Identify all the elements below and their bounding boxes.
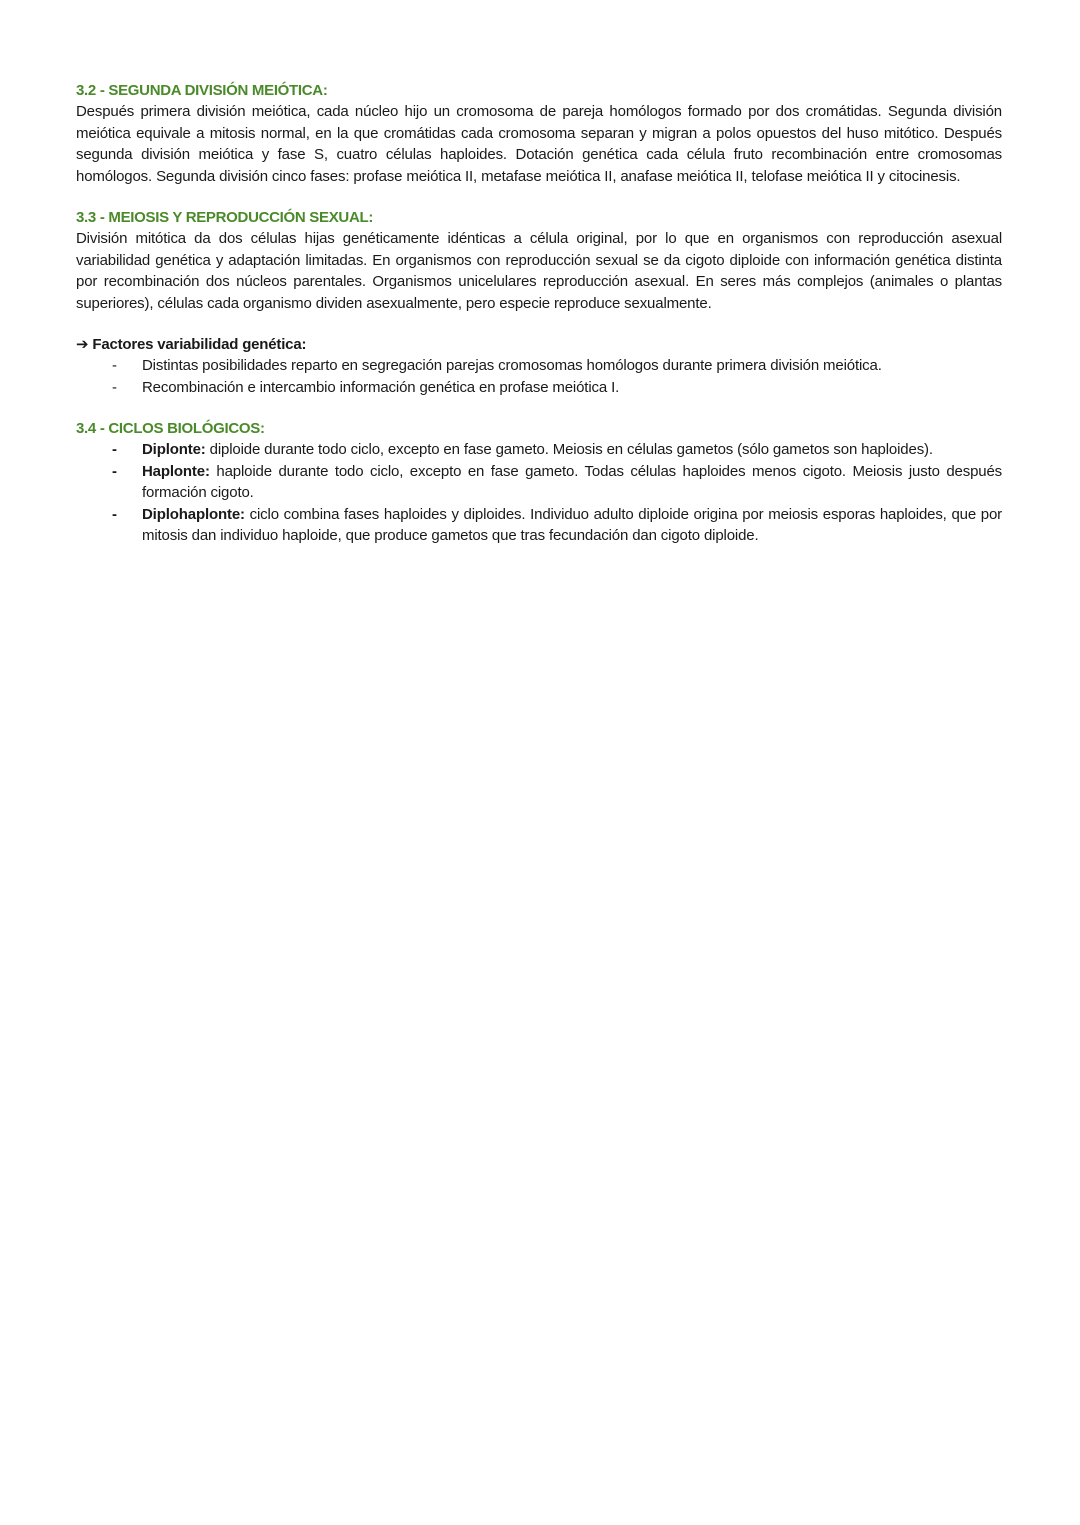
section-title: 3.4 - CICLOS BIOLÓGICOS: bbox=[76, 420, 265, 437]
ciclos-list bbox=[76, 439, 1002, 547]
term: Haplonte: bbox=[142, 462, 210, 480]
arrow-right-icon: ➔ bbox=[76, 336, 89, 353]
dash-bullet: - bbox=[112, 378, 117, 396]
section-ciclos-biologicos bbox=[76, 418, 1002, 547]
list-item-haplonte: - Haplonte: haploide durante todo ciclo, excepto en fase gameto. Todas células haploides menos cigoto. Meiosis justo después formación cigoto. bbox=[112, 462, 1002, 501]
section-title: 3.3 - MEIOSIS Y REPRODUCCIÓN SEXUAL: bbox=[76, 209, 374, 226]
term: Diplonte: bbox=[142, 441, 206, 458]
document-page bbox=[76, 80, 1002, 547]
list-item-diplonte: - Diplonte: diploide durante todo ciclo, excepto en fase gameto. Meiosis en células gametos (sólo gametos son haploides). bbox=[76, 439, 1002, 461]
section-body: División mitótica da dos células hijas genéticamente idénticas a célula original, por lo que en organismos con reproducción asexual variabilidad genética y adaptación limitadas. En organismos con reproducción sexual se da cigoto diploide con información genética distinta por recombinación dos núcleos parentales. Organismos unicelulares reproducción asexual. En seres más complejos (animales o plantas superiores), células cada organismo dividen asexualmente, pero especie reproduce sexualmente. bbox=[76, 230, 1002, 312]
list-item-diplohaplonte: - Diplohaplonte: ciclo combina fases haploides y diploides. Individuo adulto diploide origina por meiosis esporas haploides, que por mitosis dan individuo haploide, que produce gametos que tras fecundación dan cigoto diploide. bbox=[112, 505, 1002, 544]
dash-bullet: - bbox=[112, 441, 117, 458]
section-meiosis-reproduccion bbox=[76, 207, 1002, 314]
list-item: - Recombinación e intercambio información genética en profase meiótica I. bbox=[76, 377, 1002, 399]
section-segunda-division bbox=[76, 80, 1002, 187]
factores-title: Factores variabilidad genética: bbox=[92, 336, 307, 353]
dash-bullet: - bbox=[112, 462, 117, 480]
section-title: 3.2 - SEGUNDA DIVISIÓN MEIÓTICA: bbox=[76, 82, 328, 99]
section-factores-variabilidad bbox=[76, 334, 1002, 398]
dash-bullet: - bbox=[112, 357, 117, 374]
list-item: - Distintas posibilidades reparto en segregación parejas cromosomas homólogos durante primera división meiótica. bbox=[76, 355, 1002, 377]
section-body: Después primera división meiótica, cada núcleo hijo un cromosoma de pareja homólogos formado por dos cromátidas. Segunda división meiótica equivale a mitosis normal, en la que cromátidas cada cromosoma separan y migran a polos opuestos del huso mitótico. Después segunda división meiótica y fase S, cuatro células haploides. Dotación genética cada célula fruto recombinación entre cromosomas homólogos. Segunda división cinco fases: profase meiótica II, metafase meiótica II, anafase meiótica II, telofase meiótica II y citocinesis. bbox=[76, 103, 1002, 185]
dash-bullet: - bbox=[112, 505, 117, 523]
term: Diplohaplonte: bbox=[142, 505, 245, 523]
factores-list bbox=[76, 355, 1002, 398]
factores-heading bbox=[76, 334, 1002, 355]
